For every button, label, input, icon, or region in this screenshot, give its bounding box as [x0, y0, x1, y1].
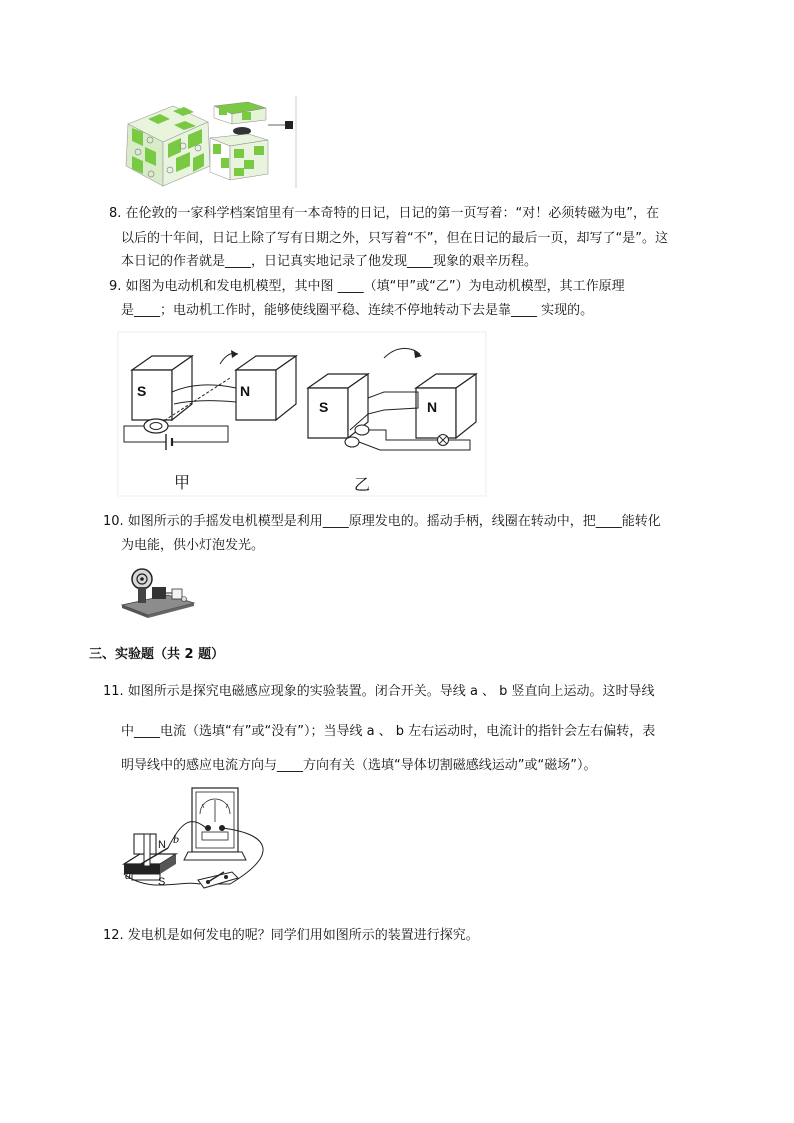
- wire-end-b-label: b: [173, 832, 179, 846]
- question-9-line-1: 9. 如图为电动机和发电机模型，其中图 ____（填“甲”或“乙”）为电动机模型，其工作原理: [109, 279, 625, 294]
- figure-label-jia: 甲: [174, 473, 191, 492]
- question-8-line-3: 本日记的作者就是____，日记真实地记录了他发现____现象的艰辛历程。: [121, 254, 538, 269]
- induction-experiment-diagram: [120, 784, 360, 898]
- question-8-line-1: 8. 在伦敦的一家科学档案馆里有一本奇特的日记，日记的第一页写着：“对！必须转磁为电”，在: [109, 206, 660, 221]
- question-10-line-1: 10. 如图所示的手摇发电机模型是利用____原理发电的。摇动手柄，线圈在转动中，把____能转化: [103, 514, 661, 529]
- hand-crank-generator-image: [118, 565, 196, 619]
- question-12-line-1: 12. 发电机是如何发电的呢？同学们用如图所示的装置进行探究。: [103, 928, 479, 943]
- question-10-line-2: 为电能，供小灯泡发光。: [121, 538, 265, 553]
- magic-cube-image: [118, 94, 300, 190]
- question-9-line-2: 是____；电动机工作时，能够使线圈平稳、连续不停地转动下去是靠____ 实现的。: [121, 303, 594, 318]
- figure-label-yi: 乙: [354, 475, 371, 494]
- magnet-n-label: N: [158, 839, 166, 851]
- question-11-line-3: 明导线中的感应电流方向与____方向有关（选填“导体切割磁感线运动”或“磁场”）。: [121, 758, 597, 773]
- section-3-title: 三、实验题（共 2 题）: [89, 647, 225, 662]
- question-11-line-1: 11. 如图所示是探究电磁感应现象的实验装置。闭合开关。导线 a 、 b 竖直向上运动。这时导线: [103, 684, 655, 699]
- wire-end-a-label: a: [125, 868, 131, 882]
- question-8-line-2: 以后的十年间，日记上除了写有日期之外，只写着“不”，但在日记的最后一页，却写了“是”。这: [121, 231, 668, 246]
- left-magnet-s-label: S: [137, 383, 147, 399]
- right-magnet-s-label: S: [319, 399, 329, 415]
- right-magnet-n-label: N: [427, 399, 438, 415]
- magnet-s-label: S: [158, 876, 166, 888]
- left-magnet-n-label: N: [240, 383, 251, 399]
- question-11-line-2: 中____电流（选填“有”或“没有”）；当导线 a 、 b 左右运动时，电流计的指针会左右偏转，表: [121, 724, 656, 739]
